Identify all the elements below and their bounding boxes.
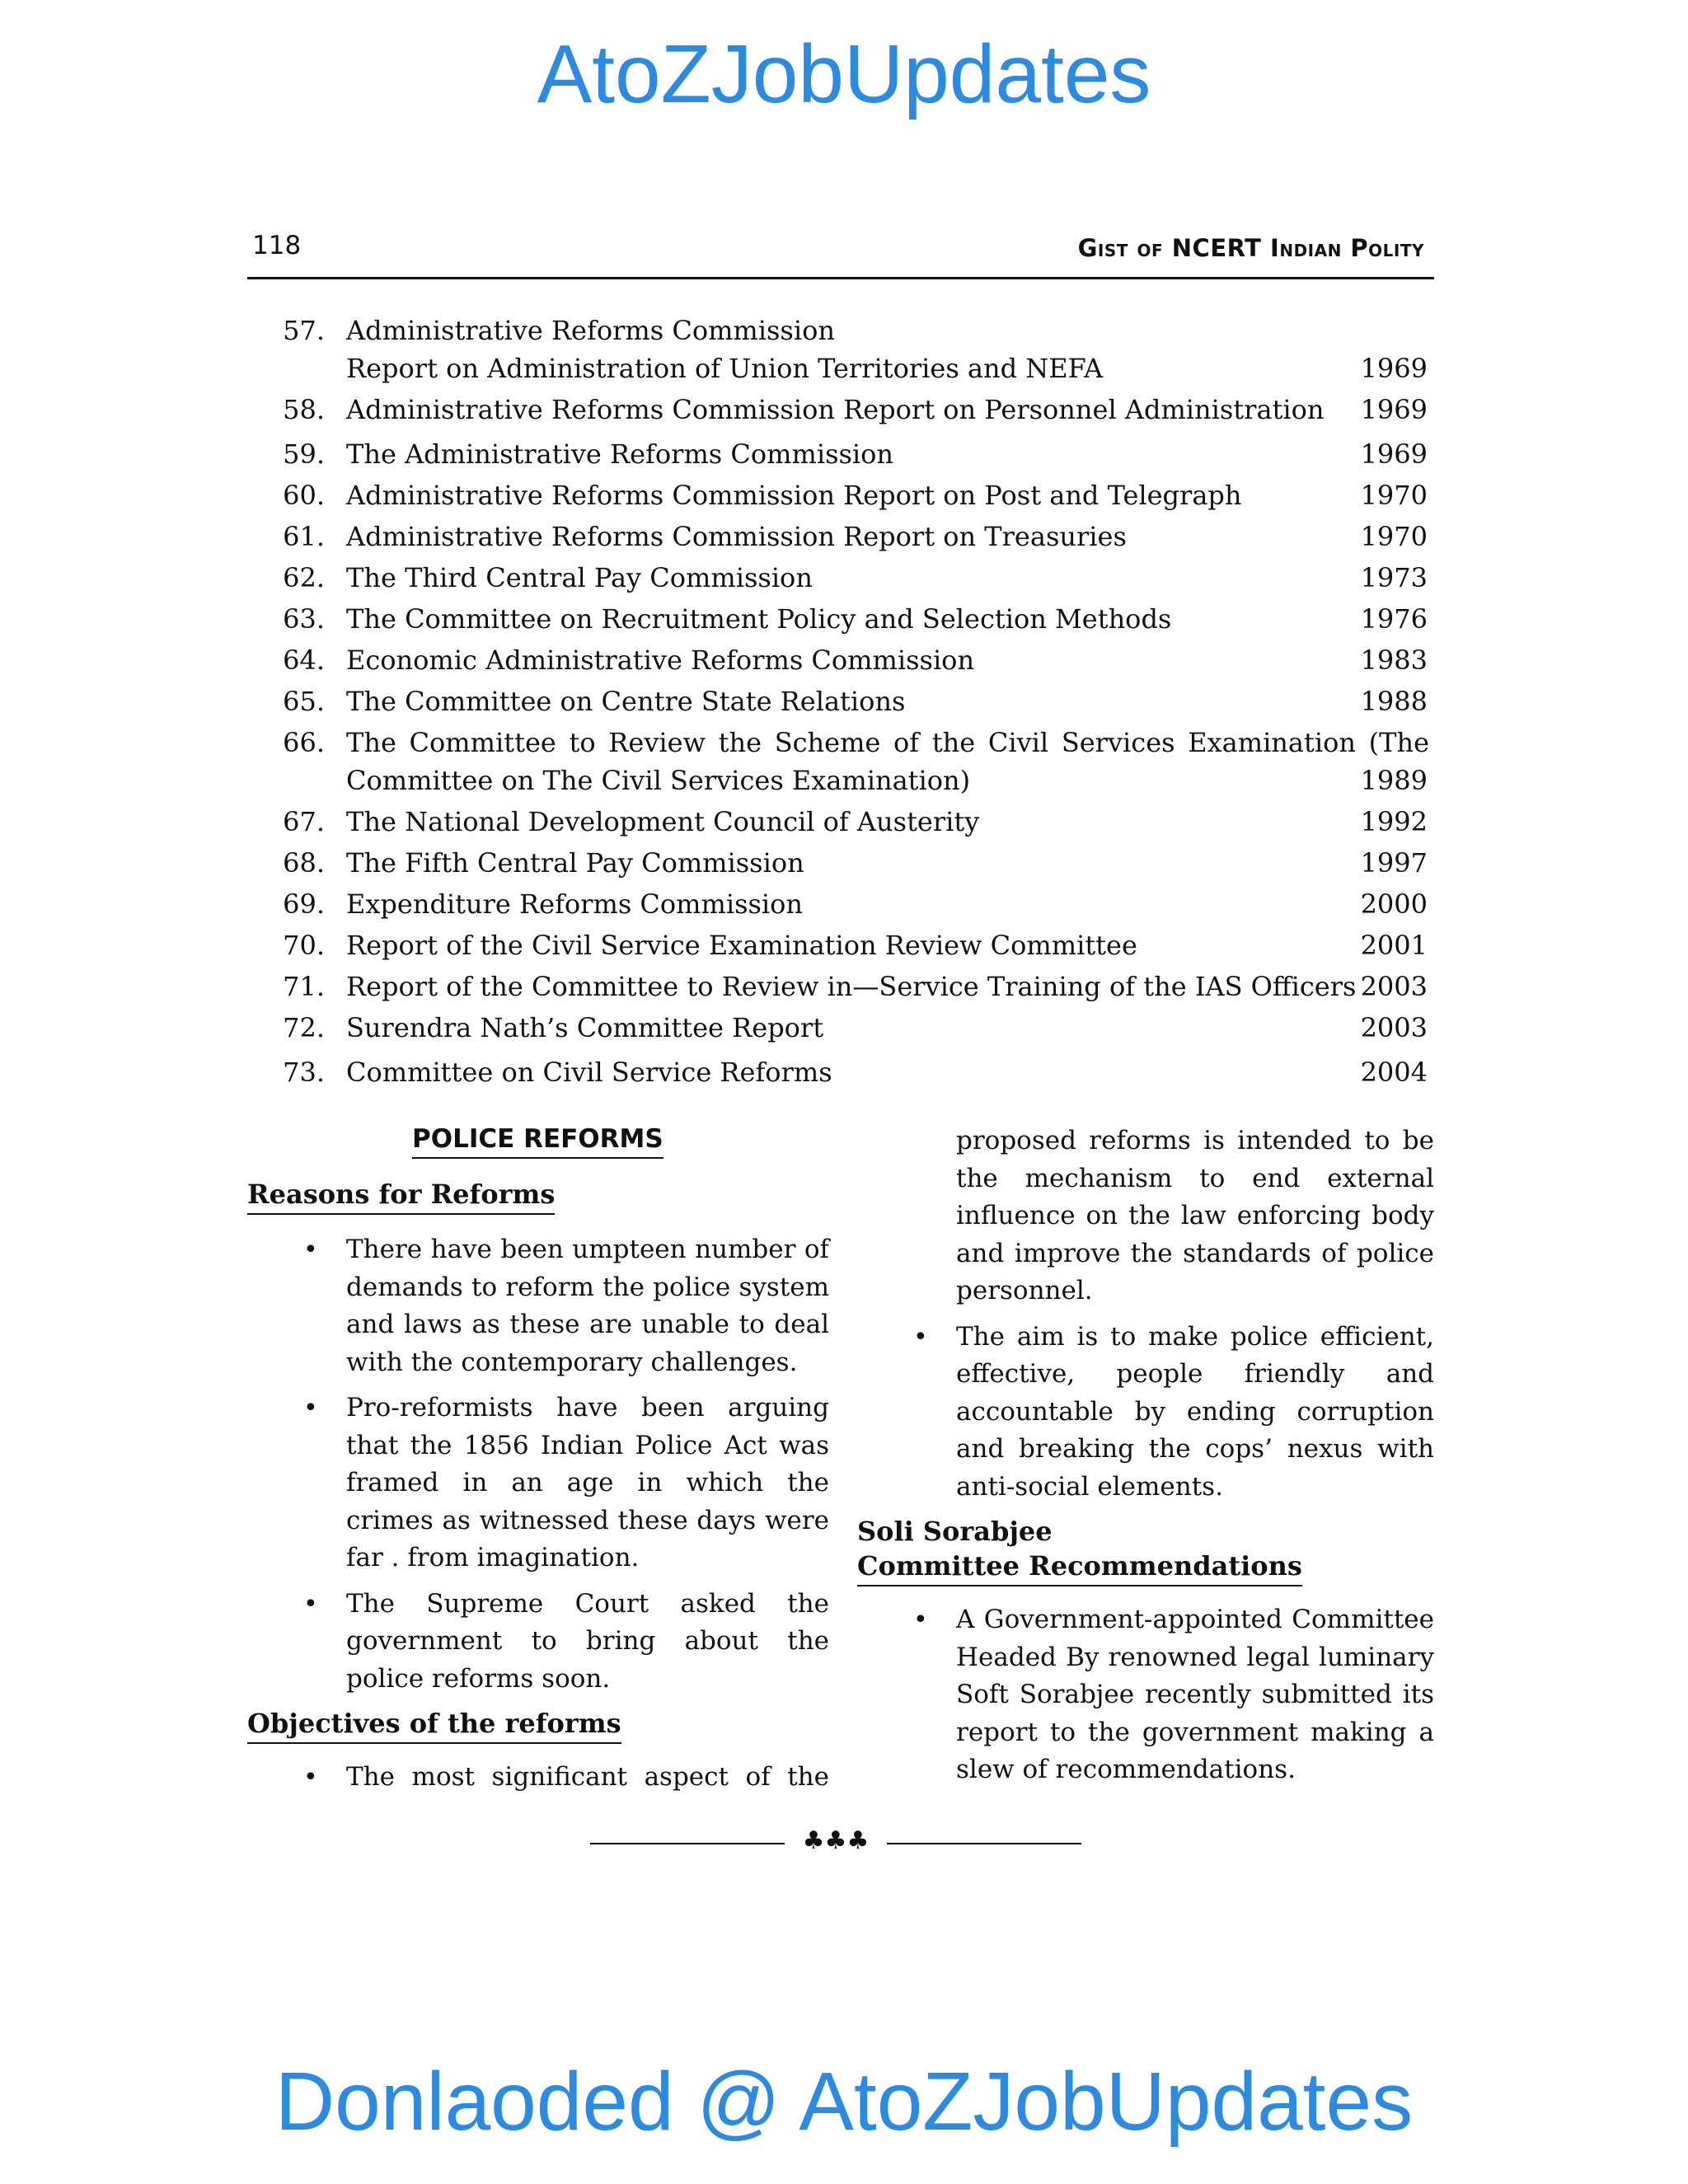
section-title: POLICE REFORMS <box>412 1122 663 1159</box>
item-title-continued: Report on Administration of Union Territories and NEFA <box>346 353 1104 384</box>
soli-list <box>857 1601 1434 1789</box>
item-number: 63. <box>283 603 325 635</box>
item-year: 1988 <box>1360 686 1428 717</box>
item-year: 1969 <box>1360 353 1428 384</box>
item-number: 73. <box>283 1057 325 1088</box>
item-number: 72. <box>283 1012 325 1043</box>
item-number: 65. <box>283 686 325 717</box>
list-item <box>247 844 1434 882</box>
item-year: 1997 <box>1360 847 1428 879</box>
item-title: The Committee to Review the Scheme of the Civil Services Examination (The <box>346 727 1429 758</box>
item-year: 1970 <box>1360 480 1428 511</box>
item-number: 60. <box>283 480 325 511</box>
item-number: 71. <box>283 971 325 1002</box>
objectives-list <box>247 1759 829 1797</box>
item-title: Administrative Reforms Commission Report on Treasuries <box>346 521 1127 552</box>
objectives-continued: proposed reforms is intended to be the mechanism to end external influence on the law enforcing body and improve the standards of police personnel. <box>956 1126 1434 1305</box>
item-title: Committee on Civil Service Reforms <box>346 1057 832 1088</box>
list-item <box>857 1319 1434 1507</box>
item-title: Administrative Reforms Commission Report on Post and Telegraph <box>346 480 1242 511</box>
bullet-icon: • <box>303 1235 318 1264</box>
right-column <box>857 1122 1434 1797</box>
list-item <box>247 312 1434 387</box>
watermark-bottom: Donlaoded @ AtoZJobUpdates <box>274 2055 1414 2148</box>
item-title: The Committee on Centre State Relations <box>346 686 906 717</box>
bullet-icon: • <box>303 1763 318 1792</box>
list-item <box>247 1053 1434 1091</box>
item-title: Administrative Reforms Commission <box>346 315 835 346</box>
list-item <box>247 1586 829 1699</box>
bullet-text: The Supreme Court asked the government to bring about the police reforms soon. <box>346 1588 829 1694</box>
item-number: 66. <box>283 727 325 758</box>
list-item <box>247 803 1434 841</box>
bullet-text: Pro-reformists have been arguing that the 1856 Indian Police Act was framed in an age in which the crimes as witnessed these days were far . from imagination. <box>346 1393 829 1572</box>
reasons-heading: Reasons for Reforms <box>247 1177 555 1215</box>
list-item <box>247 724 1434 799</box>
bullet-text: There have been umpteen number of demands to reform the police system and laws as these are unable to deal with the contemporary challenges. <box>346 1235 829 1377</box>
item-number: 67. <box>283 806 325 837</box>
list-item <box>247 1759 829 1797</box>
item-year: 2004 <box>1360 1057 1428 1088</box>
item-number: 69. <box>283 888 325 920</box>
list-item <box>247 1390 829 1577</box>
page-header <box>247 229 1434 279</box>
list-item <box>247 1009 1434 1047</box>
bullet-text: The most significant aspect of the <box>346 1762 829 1792</box>
item-number: 57. <box>283 315 325 346</box>
commission-list <box>247 312 1434 1094</box>
list-item <box>857 1601 1434 1789</box>
item-year: 2000 <box>1360 888 1428 920</box>
list-item <box>247 435 1434 473</box>
end-divider <box>590 1826 1081 1859</box>
item-title: The Committee on Recruitment Policy and Selection Methods <box>346 603 1172 635</box>
clubs-icon: ♣♣♣ <box>802 1826 870 1855</box>
list-item <box>247 476 1434 514</box>
list-item <box>247 968 1434 1005</box>
item-title-continued: Committee on The Civil Services Examination) <box>346 765 971 796</box>
watermark-top: AtoZJobUpdates <box>537 28 1151 120</box>
item-number: 64. <box>283 644 325 676</box>
item-title: The National Development Council of Austerity <box>346 806 980 837</box>
item-number: 61. <box>283 521 325 552</box>
list-item <box>247 885 1434 923</box>
item-number: 59. <box>283 438 325 470</box>
bullet-icon: • <box>303 1589 318 1619</box>
list-item <box>247 391 1434 429</box>
list-item <box>247 641 1434 679</box>
objectives-heading: Objectives of the reforms <box>247 1706 621 1744</box>
item-title: The Fifth Central Pay Commission <box>346 847 804 879</box>
item-title: Report of the Civil Service Examination Review Committee <box>346 930 1137 961</box>
item-year: 2001 <box>1360 930 1428 961</box>
list-item <box>247 682 1434 720</box>
list-item <box>247 600 1434 638</box>
bullet-icon: • <box>913 1605 928 1634</box>
soli-heading-line2: Committee Recommendations <box>857 1549 1302 1586</box>
item-title: Administrative Reforms Commission Report on Personnel Administration <box>346 394 1325 425</box>
left-column <box>247 1122 829 1805</box>
item-title: Surendra Nath’s Committee Report <box>346 1012 824 1043</box>
item-year: 1969 <box>1360 438 1428 470</box>
item-year: 2003 <box>1360 971 1428 1002</box>
list-item <box>247 518 1434 555</box>
page-number: 118 <box>252 231 302 260</box>
item-year: 1970 <box>1360 521 1428 552</box>
item-year: 2003 <box>1360 1012 1428 1043</box>
item-title: Expenditure Reforms Commission <box>346 888 804 920</box>
book-title: Gist of NCERT Indian Polity <box>1077 234 1424 262</box>
item-title: The Third Central Pay Commission <box>346 562 813 593</box>
bullet-text: A Government-appointed Committee Headed By renowned legal luminary Soft Sorabjee recently submitted its report to the government making a slew of recommendations. <box>956 1605 1434 1784</box>
item-number: 58. <box>283 394 325 425</box>
list-item <box>247 1231 829 1381</box>
soli-heading-line1: Soli Sorabjee <box>857 1516 1053 1547</box>
list-item <box>247 926 1434 964</box>
item-year: 1989 <box>1360 765 1428 796</box>
item-year: 1976 <box>1360 603 1428 635</box>
item-title: Report of the Committee to Review in—Service Training of the IAS Officers <box>346 971 1357 1002</box>
item-year: 1969 <box>1360 394 1428 425</box>
item-year: 1992 <box>1360 806 1428 837</box>
bullet-icon: • <box>913 1322 928 1352</box>
list-item <box>247 559 1434 597</box>
bullet-text: The aim is to make police efficient, effective, people friendly and accountable by ending corruption and breaking the cops’ nexus with anti-social elements. <box>956 1321 1434 1502</box>
item-year: 1973 <box>1360 562 1428 593</box>
item-title: The Administrative Reforms Commission <box>346 438 894 470</box>
item-number: 62. <box>283 562 325 593</box>
divider-line-right <box>887 1843 1081 1844</box>
item-number: 68. <box>283 847 325 879</box>
bullet-icon: • <box>303 1394 318 1422</box>
objectives-list-continued <box>857 1319 1434 1507</box>
item-number: 70. <box>283 930 325 961</box>
item-year: 1983 <box>1360 644 1428 676</box>
reasons-list <box>247 1231 829 1698</box>
item-title: Economic Administrative Reforms Commission <box>346 644 975 676</box>
